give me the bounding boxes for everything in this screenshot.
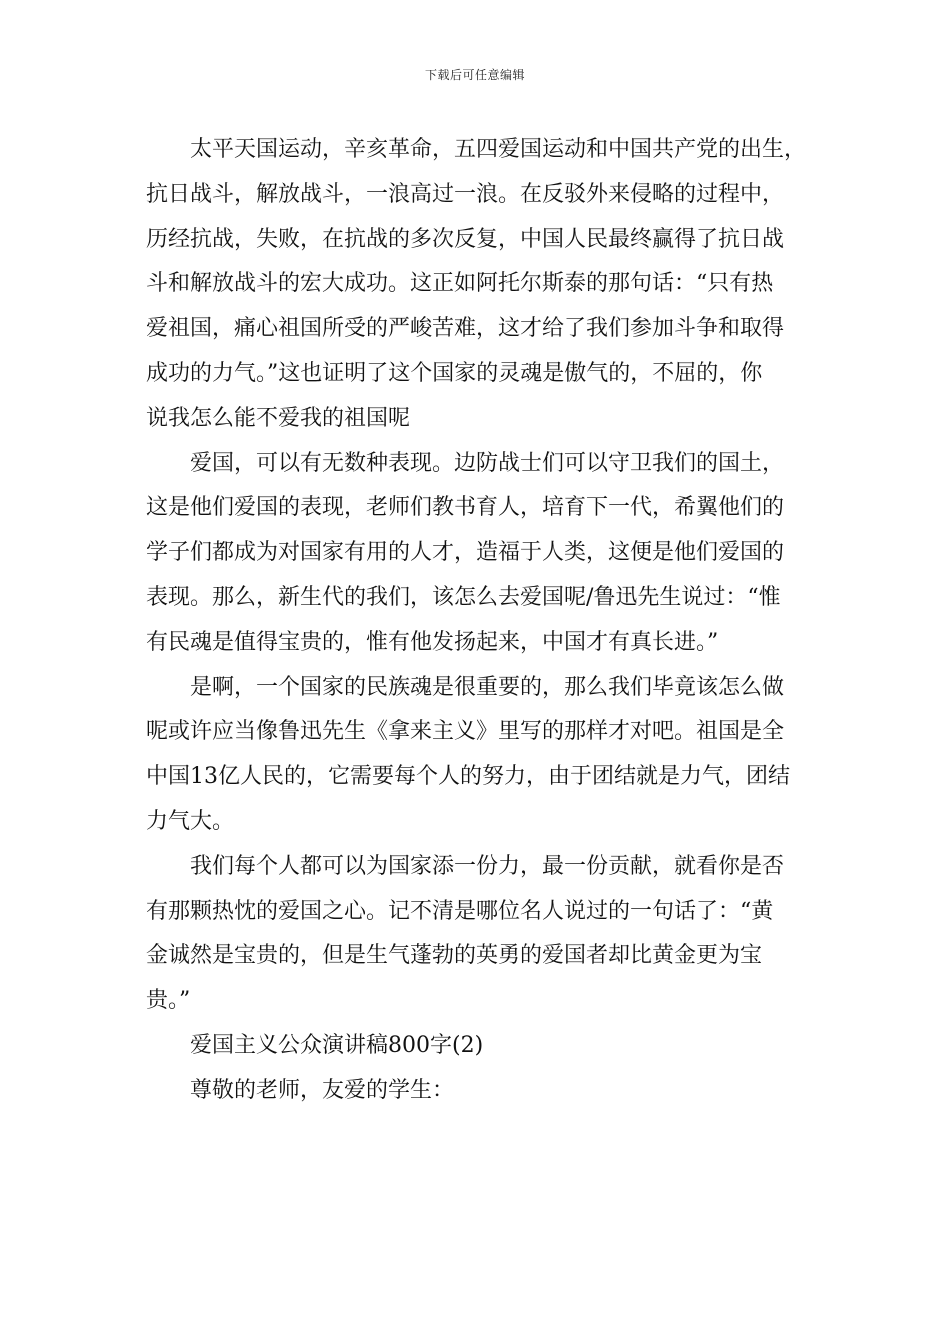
text-line: 尊敬的老师，友爱的学生： bbox=[190, 1077, 455, 1103]
paragraph bbox=[146, 128, 806, 442]
text-line: 表现。那么，新生代的我们，该怎么去爱国呢/鲁迅先生说过：“惟 bbox=[146, 584, 781, 610]
paragraph bbox=[146, 442, 806, 666]
text-line: 成功的力气。”这也证明了这个国家的灵魂是傲气的，不屈的，你 bbox=[146, 360, 763, 386]
salutation bbox=[146, 1069, 806, 1114]
text-line: 有民魂是值得宝贵的，惟有他发扬起来，中国才有真长进。” bbox=[146, 629, 719, 655]
document-body bbox=[146, 128, 806, 1114]
text-line: 爱国主义公众演讲稿800字(2) bbox=[190, 1032, 484, 1058]
text-line: 是啊，一个国家的民族魂是很重要的，那么我们毕竟该怎么做 bbox=[190, 674, 785, 700]
text-line: 我们每个人都可以为国家添一份力，最一份贡献，就看你是否 bbox=[190, 853, 785, 879]
text-line: 太平天国运动，辛亥革命，五四爱国运动和中国共产党的出生， bbox=[190, 137, 807, 162]
text-line: 爱国，可以有无数种表现。边防战士们可以守卫我们的国土， bbox=[190, 450, 785, 476]
paragraph bbox=[146, 845, 806, 1024]
page-header: 下载后可任意编辑 bbox=[424, 68, 525, 82]
text-line: 说我怎么能不爱我的祖国呢 bbox=[146, 405, 411, 431]
text-line: 力气大。 bbox=[146, 808, 235, 834]
text-line: 爱祖国，痛心祖国所受的严峻苦难，这才给了我们参加斗争和取得 bbox=[146, 316, 785, 342]
section-heading bbox=[146, 1024, 806, 1069]
paragraph bbox=[146, 666, 806, 845]
text-line: 学子们都成为对国家有用的人才，造福于人类，这便是他们爱国的 bbox=[146, 540, 785, 566]
text-line: 历经抗战，失败，在抗战的多次反复，中国人民最终赢得了抗日战 bbox=[146, 226, 785, 252]
text-line: 这是他们爱国的表现，老师们教书育人，培育下一代，希翼他们的 bbox=[146, 495, 785, 521]
text-line: 抗日战斗，解放战斗，一浪高过一浪。在反驳外来侵略的过程中， bbox=[146, 181, 785, 207]
text-line: 有那颗热忱的爱国之心。记不清是哪位名人说过的一句话了：“黄 bbox=[146, 898, 774, 924]
text-line: 金诚然是宝贵的，但是生气蓬勃的英勇的爱国者却比黄金更为宝 bbox=[146, 943, 763, 969]
text-line: 呢或许应当像鲁迅先生《拿来主义》里写的那样才对吧。祖国是全 bbox=[146, 719, 785, 745]
text-line: 斗和解放战斗的宏大成功。这正如阿托尔斯泰的那句话：“只有热 bbox=[146, 271, 774, 297]
text-line: 贵。” bbox=[146, 988, 191, 1014]
text-line: 中国13亿人民的，它需要每个人的努力，由于团结就是力气，团结 bbox=[146, 764, 790, 790]
